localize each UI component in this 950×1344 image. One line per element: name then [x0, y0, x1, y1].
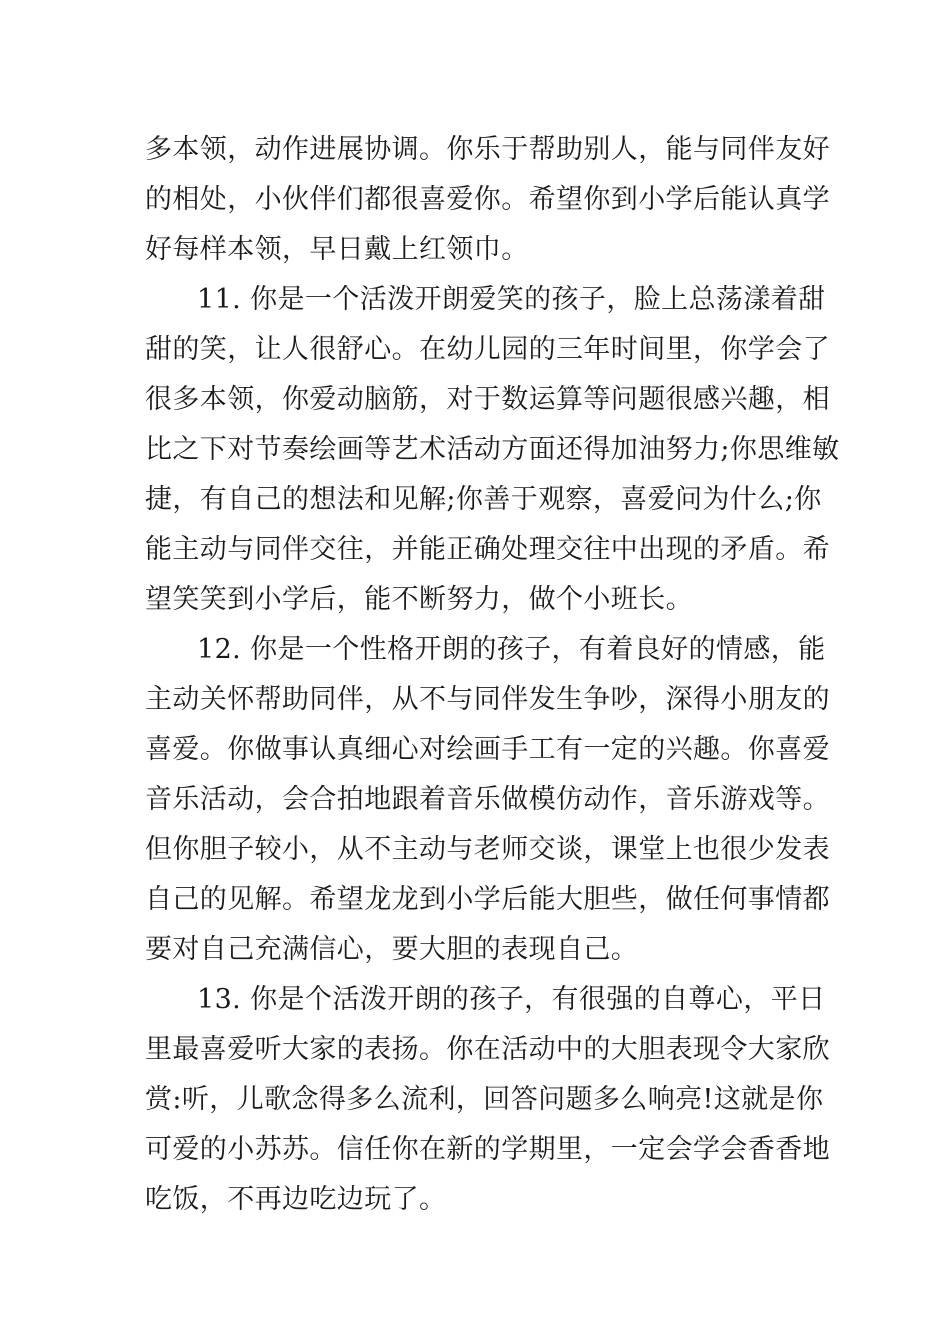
- document-body: [145, 125, 840, 1225]
- paragraph-line: 主动关怀帮助同伴，从不与同伴发生争吵，深得小朋友的: [145, 684, 830, 715]
- paragraph-line: 甜的笑，让人很舒心。在幼儿园的三年时间里，你学会了: [145, 334, 830, 365]
- paragraph-line: 赏:听，儿歌念得多么流利，回答问题多么响亮!这就是你: [145, 1084, 824, 1115]
- paragraph-13-first-line: 13. 你是个活泼开朗的孩子，有很强的自尊心，平日: [197, 984, 826, 1015]
- paragraph-line: 的相处，小伙伴们都很喜爱你。希望你到小学后能认真学: [145, 184, 830, 215]
- paragraph-line: 比之下对节奏绘画等艺术活动方面还得加油努力;你思维敏: [145, 434, 840, 465]
- paragraph-line: 音乐活动，会合拍地跟着音乐做模仿动作，音乐游戏等。: [145, 784, 830, 815]
- paragraph-line: 自己的见解。希望龙龙到小学后能大胆些，做任何事情都: [145, 884, 830, 915]
- paragraph-line: 要对自己充满信心，要大胆的表现自己。: [145, 934, 639, 965]
- paragraph-12-first-line: 12. 你是一个性格开朗的孩子，有着良好的情感，能: [197, 634, 826, 665]
- paragraph-line: 能主动与同伴交往，并能正确处理交往中出现的矛盾。希: [145, 534, 830, 565]
- paragraph-line: 多本领，动作进展协调。你乐于帮助别人，能与同伴友好: [145, 134, 830, 165]
- paragraph-line: 好每样本领，早日戴上红领巾。: [145, 234, 529, 265]
- paragraph-line: 喜爱。你做事认真细心对绘画手工有一定的兴趣。你喜爱: [145, 734, 830, 765]
- paragraph-11-first-line: 11. 你是一个活泼开朗爱笑的孩子，脸上总荡漾着甜: [197, 284, 826, 315]
- paragraph-line: 可爱的小苏苏。信任你在新的学期里，一定会学会香香地: [145, 1134, 830, 1165]
- paragraph-line: 但你胆子较小，从不主动与老师交谈，课堂上也很少发表: [145, 834, 830, 865]
- paragraph-line: 很多本领，你爱动脑筋，对于数运算等问题很感兴趣，相: [145, 384, 830, 415]
- paragraph-line: 里最喜爱听大家的表扬。你在活动中的大胆表现令大家欣: [145, 1034, 830, 1065]
- paragraph-line: 望笑笑到小学后，能不断努力，做个小班长。: [145, 584, 693, 615]
- paragraph-line: 捷，有自己的想法和见解;你善于观察，喜爱问为什么;你: [145, 484, 822, 515]
- paragraph-line: 吃饭，不再边吃边玩了。: [145, 1184, 447, 1215]
